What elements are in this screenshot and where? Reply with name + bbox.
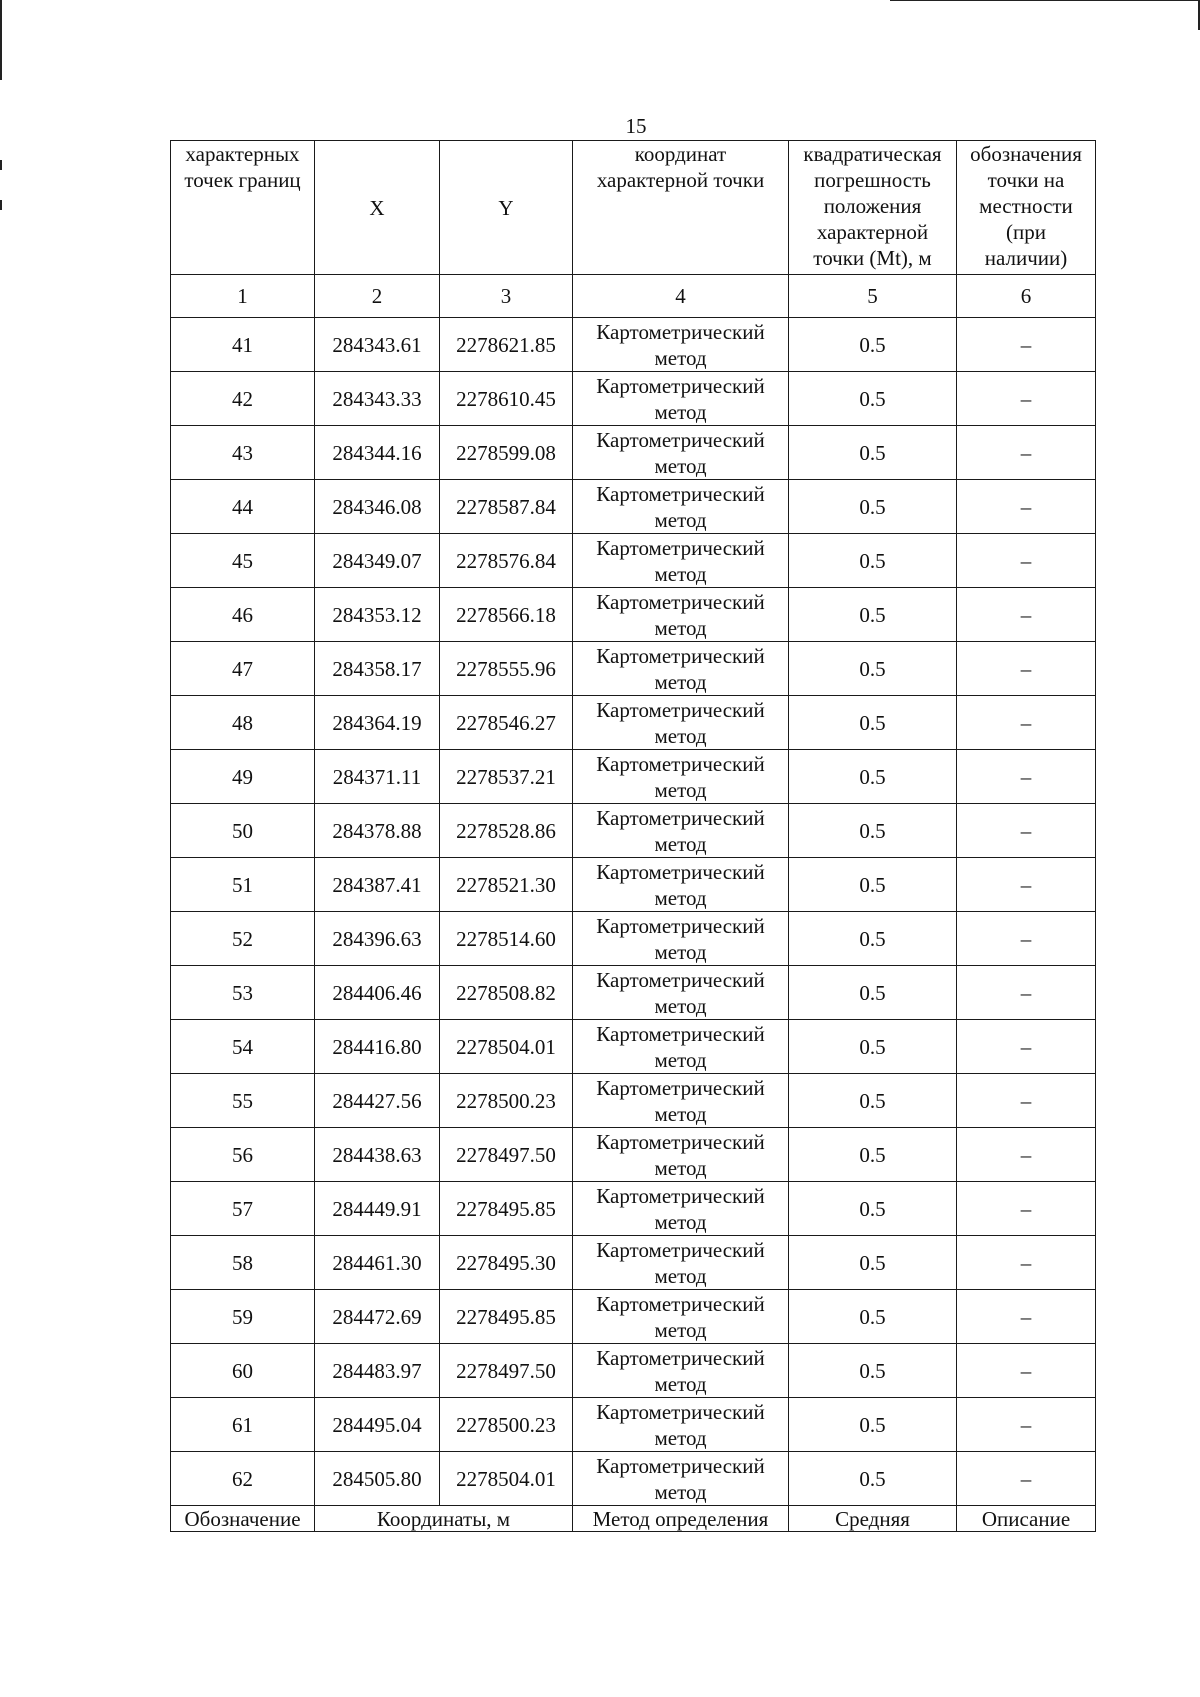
method-cell	[573, 426, 789, 480]
method-line: метод	[654, 1371, 707, 1396]
error-cell: 0.5	[789, 1344, 957, 1398]
point-number-cell: 56	[171, 1128, 315, 1182]
table-row	[171, 966, 1096, 1020]
point-number-cell: 55	[171, 1074, 315, 1128]
x-coordinate-cell: 284416.80	[315, 1020, 440, 1074]
header-line: характерной	[816, 220, 929, 244]
header-line: точек границ	[184, 168, 301, 192]
table-row	[171, 1398, 1096, 1452]
method-line: Картометрический	[596, 913, 765, 938]
method-cell	[573, 642, 789, 696]
method-line: Картометрический	[596, 967, 765, 992]
point-number-cell: 45	[171, 534, 315, 588]
method-line: Картометрический	[596, 1237, 765, 1262]
header-line: обозначения	[970, 142, 1082, 166]
point-number-cell: 57	[171, 1182, 315, 1236]
error-cell: 0.5	[789, 318, 957, 372]
method-line: Картометрический	[596, 373, 765, 398]
header-line: характерных	[185, 142, 300, 166]
description-cell: –	[957, 1020, 1096, 1074]
description-cell: –	[957, 534, 1096, 588]
description-cell: –	[957, 1182, 1096, 1236]
error-cell: 0.5	[789, 804, 957, 858]
footer-method: Метод определения	[573, 1506, 789, 1532]
coordinates-table-body	[171, 141, 1096, 1532]
point-number-cell: 41	[171, 318, 315, 372]
x-coordinate-cell: 284344.16	[315, 426, 440, 480]
error-cell: 0.5	[789, 1290, 957, 1344]
header-y: Y	[440, 141, 573, 275]
method-line: Картометрический	[596, 481, 765, 506]
point-number-cell: 60	[171, 1344, 315, 1398]
method-line: Картометрический	[596, 427, 765, 452]
column-number: 1	[171, 275, 315, 318]
method-line: Картометрический	[596, 1183, 765, 1208]
header-points	[171, 141, 315, 275]
header-line: (при	[1006, 220, 1046, 244]
x-coordinate-cell: 284449.91	[315, 1182, 440, 1236]
method-line: Картометрический	[596, 697, 765, 722]
x-coordinate-cell: 284505.80	[315, 1452, 440, 1506]
y-coordinate-cell: 2278500.23	[440, 1398, 573, 1452]
method-cell	[573, 1290, 789, 1344]
table-row	[171, 372, 1096, 426]
table-row	[171, 1344, 1096, 1398]
method-line: Картометрический	[596, 1021, 765, 1046]
method-line: метод	[654, 1425, 707, 1450]
y-coordinate-cell: 2278500.23	[440, 1074, 573, 1128]
method-cell	[573, 912, 789, 966]
table-row	[171, 426, 1096, 480]
x-coordinate-cell: 284364.19	[315, 696, 440, 750]
x-coordinate-cell: 284438.63	[315, 1128, 440, 1182]
x-coordinate-cell: 284378.88	[315, 804, 440, 858]
description-cell: –	[957, 480, 1096, 534]
y-coordinate-cell: 2278497.50	[440, 1128, 573, 1182]
description-cell: –	[957, 912, 1096, 966]
method-line: метод	[654, 1479, 707, 1504]
header-line: характерной точки	[596, 168, 765, 192]
method-line: метод	[654, 1101, 707, 1126]
table-row	[171, 588, 1096, 642]
y-coordinate-cell: 2278508.82	[440, 966, 573, 1020]
page-number: 15	[625, 114, 647, 138]
column-number: 4	[573, 275, 789, 318]
table-row	[171, 1074, 1096, 1128]
x-coordinate-cell: 284406.46	[315, 966, 440, 1020]
method-cell	[573, 1452, 789, 1506]
point-number-cell: 46	[171, 588, 315, 642]
header-error	[789, 141, 957, 275]
error-cell: 0.5	[789, 642, 957, 696]
error-cell: 0.5	[789, 426, 957, 480]
method-line: метод	[654, 615, 707, 640]
x-coordinate-cell: 284427.56	[315, 1074, 440, 1128]
method-cell	[573, 1074, 789, 1128]
error-cell: 0.5	[789, 480, 957, 534]
table-row	[171, 696, 1096, 750]
error-cell: 0.5	[789, 1452, 957, 1506]
point-number-cell: 52	[171, 912, 315, 966]
error-cell: 0.5	[789, 1182, 957, 1236]
method-line: Картометрический	[596, 1291, 765, 1316]
point-number-cell: 62	[171, 1452, 315, 1506]
column-number: 5	[789, 275, 957, 318]
method-line: метод	[654, 399, 707, 424]
method-line: метод	[654, 1263, 707, 1288]
description-cell: –	[957, 858, 1096, 912]
y-coordinate-cell: 2278504.01	[440, 1020, 573, 1074]
footer-designation: Обозначение	[171, 1506, 315, 1532]
method-line: метод	[654, 453, 707, 478]
point-number-cell: 49	[171, 750, 315, 804]
table-row	[171, 1290, 1096, 1344]
y-coordinate-cell: 2278521.30	[440, 858, 573, 912]
column-number-row	[171, 275, 1096, 318]
method-line: метод	[654, 561, 707, 586]
error-cell: 0.5	[789, 696, 957, 750]
error-cell: 0.5	[789, 1128, 957, 1182]
header-line: местности	[979, 194, 1073, 218]
header-line: наличии)	[984, 246, 1068, 270]
y-coordinate-cell: 2278495.30	[440, 1236, 573, 1290]
description-cell: –	[957, 804, 1096, 858]
point-number-cell: 54	[171, 1020, 315, 1074]
method-cell	[573, 1236, 789, 1290]
method-line: метод	[654, 885, 707, 910]
description-cell: –	[957, 642, 1096, 696]
y-coordinate-cell: 2278514.60	[440, 912, 573, 966]
point-number-cell: 42	[171, 372, 315, 426]
method-cell	[573, 1182, 789, 1236]
header-line: точки на	[987, 168, 1065, 192]
x-coordinate-cell: 284346.08	[315, 480, 440, 534]
method-cell	[573, 966, 789, 1020]
column-number: 3	[440, 275, 573, 318]
point-number-cell: 43	[171, 426, 315, 480]
header-line: точки (Mt), м	[813, 246, 932, 270]
error-cell: 0.5	[789, 534, 957, 588]
method-line: Картометрический	[596, 1075, 765, 1100]
method-cell	[573, 534, 789, 588]
table-row	[171, 318, 1096, 372]
header-method	[573, 141, 789, 275]
description-cell: –	[957, 318, 1096, 372]
method-line: Картометрический	[596, 1129, 765, 1154]
method-line: Картометрический	[596, 319, 765, 344]
x-coordinate-cell: 284349.07	[315, 534, 440, 588]
y-coordinate-cell: 2278528.86	[440, 804, 573, 858]
point-number-cell: 59	[171, 1290, 315, 1344]
method-line: метод	[654, 723, 707, 748]
method-line: Картометрический	[596, 643, 765, 668]
y-coordinate-cell: 2278555.96	[440, 642, 573, 696]
point-number-cell: 51	[171, 858, 315, 912]
description-cell: –	[957, 1398, 1096, 1452]
method-line: метод	[654, 1155, 707, 1180]
table-row	[171, 750, 1096, 804]
method-line: метод	[654, 345, 707, 370]
point-number-cell: 50	[171, 804, 315, 858]
y-coordinate-cell: 2278576.84	[440, 534, 573, 588]
scan-edge-mark	[0, 160, 2, 170]
header-line: квадратическая	[803, 142, 942, 166]
method-line: Картометрический	[596, 805, 765, 830]
point-number-cell: 53	[171, 966, 315, 1020]
method-line: метод	[654, 777, 707, 802]
x-coordinate-cell: 284461.30	[315, 1236, 440, 1290]
method-cell	[573, 372, 789, 426]
y-coordinate-cell: 2278497.50	[440, 1344, 573, 1398]
method-cell	[573, 696, 789, 750]
error-cell: 0.5	[789, 912, 957, 966]
x-coordinate-cell: 284472.69	[315, 1290, 440, 1344]
x-coordinate-cell: 284371.11	[315, 750, 440, 804]
description-cell: –	[957, 426, 1096, 480]
method-cell	[573, 480, 789, 534]
error-cell: 0.5	[789, 966, 957, 1020]
method-line: метод	[654, 993, 707, 1018]
x-coordinate-cell: 284387.41	[315, 858, 440, 912]
description-cell: –	[957, 372, 1096, 426]
column-number: 2	[315, 275, 440, 318]
y-coordinate-cell: 2278621.85	[440, 318, 573, 372]
point-number-cell: 47	[171, 642, 315, 696]
x-coordinate-cell: 284353.12	[315, 588, 440, 642]
table-row	[171, 642, 1096, 696]
method-line: Картометрический	[596, 589, 765, 614]
table-row	[171, 1236, 1096, 1290]
description-cell: –	[957, 1128, 1096, 1182]
error-cell: 0.5	[789, 1074, 957, 1128]
table-row	[171, 804, 1096, 858]
description-cell: –	[957, 1344, 1096, 1398]
y-coordinate-cell: 2278587.84	[440, 480, 573, 534]
y-coordinate-cell: 2278566.18	[440, 588, 573, 642]
method-cell	[573, 318, 789, 372]
header-line: положения	[823, 194, 922, 218]
error-cell: 0.5	[789, 858, 957, 912]
description-cell: –	[957, 966, 1096, 1020]
x-coordinate-cell: 284483.97	[315, 1344, 440, 1398]
description-cell: –	[957, 588, 1096, 642]
method-line: Картометрический	[596, 1399, 765, 1424]
footer-description: Описание	[957, 1506, 1096, 1532]
table-row	[171, 534, 1096, 588]
table-row	[171, 1020, 1096, 1074]
footer-average: Средняя	[789, 1506, 957, 1532]
error-cell: 0.5	[789, 1236, 957, 1290]
footer-row	[171, 1506, 1096, 1532]
point-number-cell: 58	[171, 1236, 315, 1290]
header-line: погрешность	[814, 168, 931, 192]
table-row	[171, 1452, 1096, 1506]
header-description	[957, 141, 1096, 275]
error-cell: 0.5	[789, 372, 957, 426]
method-cell	[573, 1020, 789, 1074]
point-number-cell: 44	[171, 480, 315, 534]
y-coordinate-cell: 2278495.85	[440, 1182, 573, 1236]
y-coordinate-cell: 2278599.08	[440, 426, 573, 480]
point-number-cell: 48	[171, 696, 315, 750]
scan-edge-mark	[0, 200, 2, 210]
header-line: координат	[634, 142, 727, 166]
y-coordinate-cell: 2278610.45	[440, 372, 573, 426]
error-cell: 0.5	[789, 750, 957, 804]
x-coordinate-cell: 284495.04	[315, 1398, 440, 1452]
error-cell: 0.5	[789, 588, 957, 642]
point-number-cell: 61	[171, 1398, 315, 1452]
description-cell: –	[957, 1452, 1096, 1506]
coordinates-table	[170, 140, 1096, 1532]
method-line: метод	[654, 1209, 707, 1234]
x-coordinate-cell: 284358.17	[315, 642, 440, 696]
description-cell: –	[957, 1236, 1096, 1290]
method-line: метод	[654, 1047, 707, 1072]
method-line: метод	[654, 1317, 707, 1342]
method-cell	[573, 858, 789, 912]
x-coordinate-cell: 284396.63	[315, 912, 440, 966]
method-line: Картометрический	[596, 1453, 765, 1478]
x-coordinate-cell: 284343.61	[315, 318, 440, 372]
method-cell	[573, 1344, 789, 1398]
description-cell: –	[957, 750, 1096, 804]
header-x: X	[315, 141, 440, 275]
method-line: Картометрический	[596, 751, 765, 776]
description-cell: –	[957, 1290, 1096, 1344]
method-line: метод	[654, 669, 707, 694]
table-row	[171, 480, 1096, 534]
error-cell: 0.5	[789, 1398, 957, 1452]
footer-coordinates: Координаты, м	[315, 1506, 573, 1532]
method-cell	[573, 804, 789, 858]
method-line: Картометрический	[596, 859, 765, 884]
method-cell	[573, 1128, 789, 1182]
y-coordinate-cell: 2278546.27	[440, 696, 573, 750]
column-number: 6	[957, 275, 1096, 318]
y-coordinate-cell: 2278537.21	[440, 750, 573, 804]
scan-edge-mark	[890, 0, 1200, 1]
error-cell: 0.5	[789, 1020, 957, 1074]
method-line: метод	[654, 831, 707, 856]
method-line: метод	[654, 939, 707, 964]
method-line: Картометрический	[596, 535, 765, 560]
method-cell	[573, 588, 789, 642]
y-coordinate-cell: 2278495.85	[440, 1290, 573, 1344]
method-line: Картометрический	[596, 1345, 765, 1370]
table-row	[171, 1182, 1096, 1236]
method-cell	[573, 750, 789, 804]
scan-edge-mark	[0, 0, 2, 80]
x-coordinate-cell: 284343.33	[315, 372, 440, 426]
table-row	[171, 1128, 1096, 1182]
method-cell	[573, 1398, 789, 1452]
description-cell: –	[957, 696, 1096, 750]
method-line: метод	[654, 507, 707, 532]
table-row	[171, 912, 1096, 966]
header-row	[171, 141, 1096, 275]
table-row	[171, 858, 1096, 912]
description-cell: –	[957, 1074, 1096, 1128]
y-coordinate-cell: 2278504.01	[440, 1452, 573, 1506]
